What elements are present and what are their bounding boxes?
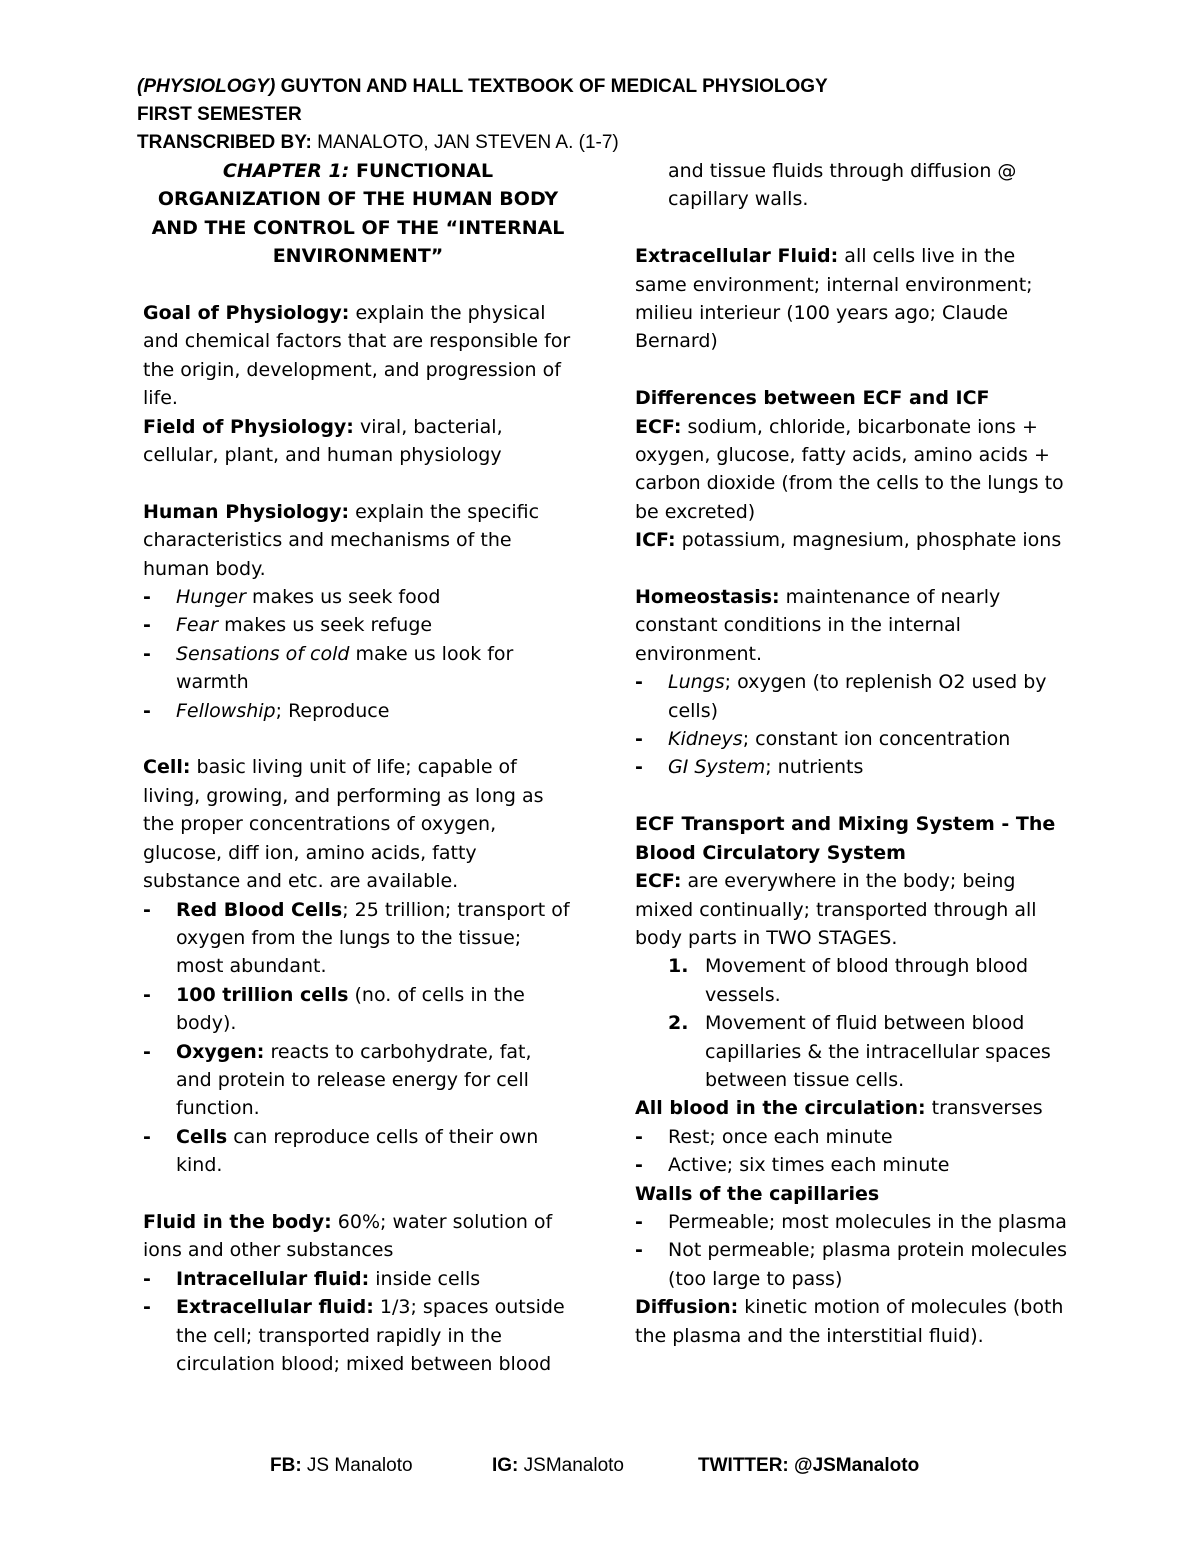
- list-item: - Active; six times each minute: [635, 1151, 1070, 1179]
- differences-ecf: ECF: sodium, chloride, bicarbonate ions + oxygen, glucose, fatty acids, amino acids + carbon dioxide (from the cells to the lungs to be excreted): [635, 415, 1064, 523]
- goal-label: Goal of Physiology:: [143, 302, 350, 325]
- ecf-text: all cells live in the same environment; internal environment; milieu interieur (100 years ago; Claude Bernard): [635, 245, 1033, 353]
- list-item: 2. Movement of fluid between blood capillaries & the intracellular spaces between tissue cells.: [668, 1012, 1051, 1091]
- homeostasis-paragraph: [635, 583, 1070, 668]
- header-line-1: [137, 73, 828, 101]
- list-item: - Oxygen: reacts to carbohydrate, fat, and protein to release energy for cell function.: [143, 1038, 573, 1123]
- list-item: - 100 trillion cells (no. of cells in the body).: [143, 981, 573, 1038]
- list-item: - Fear makes us seek refuge: [143, 611, 573, 639]
- ecf-label: Extracellular Fluid:: [635, 245, 839, 268]
- field-label: Field of Physiology:: [143, 415, 354, 438]
- list-item: - Rest; once each minute: [635, 1123, 1070, 1151]
- transcriber-value: MANALOTO, JAN STEVEN A. (1-7): [311, 132, 619, 153]
- cell-text: basic living unit of life; capable of living, growing, and performing as long as the proper concentrations of oxygen, glucose, diff ion, amino acids, fatty substance and etc. are available.: [143, 756, 544, 893]
- left-column: [143, 157, 573, 1378]
- chapter-name: FUNCTIONAL ORGANIZATION OF THE HUMAN BODY AND THE CONTROL OF THE “INTERNAL ENVIRONMENT”: [151, 160, 565, 268]
- all-blood-paragraph: All blood in the circulation: transverses: [635, 1097, 1043, 1120]
- fluid-text: 60%; water solution of ions and other substances: [143, 1210, 553, 1262]
- footer-twitter: TWITTER: @JSManaloto: [698, 1455, 920, 1476]
- ecf-paragraph: [635, 242, 1070, 356]
- homeostasis-list: [635, 668, 1070, 782]
- human-paragraph: [143, 498, 573, 583]
- list-item: - Not permeable; plasma protein molecules (too large to pass): [635, 1236, 1070, 1293]
- header-transcriber: [137, 129, 619, 157]
- differences-icf: ICF: potassium, magnesium, phosphate ions: [635, 529, 1062, 552]
- human-list: [143, 583, 573, 725]
- transport-paragraph: ECF: are everywhere in the body; being mixed continually; transported through all body parts in TWO STAGES.: [635, 870, 1037, 949]
- all-blood-list: [635, 1123, 1070, 1180]
- fluid-paragraph: [143, 1208, 573, 1265]
- transcriber-label: TRANSCRIBED BY:: [137, 132, 312, 153]
- goal-text: explain the physical and chemical factors that are responsible for the origin, development, and progression of life.: [143, 302, 571, 410]
- list-item: 1. Movement of blood through blood vessels.: [668, 955, 1029, 1006]
- field-paragraph: [143, 413, 573, 470]
- chapter-title: [143, 157, 573, 271]
- walls-heading: Walls of the capillaries: [635, 1182, 880, 1205]
- list-item: - Permeable; most molecules in the plasma: [635, 1208, 1070, 1236]
- list-item: - Cells can reproduce cells of their own kind.: [143, 1123, 573, 1180]
- header-subject: (PHYSIOLOGY): [137, 76, 276, 97]
- cell-list: [143, 896, 573, 1180]
- fluid-label: Fluid in the body:: [143, 1210, 332, 1233]
- homeostasis-text: maintenance of nearly constant conditions in the internal environment.: [635, 586, 1001, 665]
- field-text: viral, bacterial, cellular, plant, and human physiology: [143, 415, 503, 467]
- cell-label: Cell:: [143, 756, 191, 779]
- continued-text: and tissue fluids through diffusion @ capillary walls.: [668, 160, 1017, 211]
- list-item: - Sensations of cold make us look for warmth: [143, 640, 573, 697]
- transport-heading: ECF Transport and Mixing System - The Blood Circulatory System: [635, 813, 1056, 864]
- footer-fb: FB: JS Manaloto: [270, 1455, 413, 1476]
- homeostasis-label: Homeostasis:: [635, 586, 780, 609]
- list-item: - Hunger makes us seek food: [143, 583, 573, 611]
- list-item: - Lungs; oxygen (to replenish O2 used by cells): [635, 668, 1070, 725]
- chapter-number: CHAPTER 1:: [222, 160, 350, 182]
- cell-paragraph: [143, 753, 573, 895]
- header-semester: FIRST SEMESTER: [137, 104, 302, 125]
- list-item: - Kidneys; constant ion concentration: [635, 725, 1070, 753]
- human-text: explain the specific characteristics and mechanisms of the human body.: [143, 500, 540, 580]
- right-column: [635, 157, 1070, 1350]
- list-item: - Intracellular fluid: inside cells: [143, 1265, 573, 1293]
- header-textbook: GUYTON AND HALL TEXTBOOK OF MEDICAL PHYSIOLOGY: [275, 76, 828, 97]
- differences-heading: Differences between ECF and ICF: [635, 387, 990, 410]
- fluid-list: [143, 1265, 573, 1379]
- goal-paragraph: [143, 299, 573, 413]
- walls-list: [635, 1208, 1070, 1293]
- human-label: Human Physiology:: [143, 500, 350, 523]
- list-item: - Red Blood Cells; 25 trillion; transport of oxygen from the lungs to the tissue; most abundant.: [143, 896, 573, 981]
- footer-ig: IG: JSManaloto: [492, 1455, 625, 1476]
- list-item: - Extracellular fluid: 1/3; spaces outside the cell; transported rapidly in the circulation blood; mixed between blood: [143, 1293, 573, 1378]
- stages-list: [635, 952, 1070, 1094]
- list-item: - Fellowship; Reproduce: [143, 697, 573, 725]
- list-item: - GI System; nutrients: [635, 753, 1070, 781]
- diffusion-paragraph: Diffusion: kinetic motion of molecules (both the plasma and the interstitial fluid).: [635, 1296, 1064, 1347]
